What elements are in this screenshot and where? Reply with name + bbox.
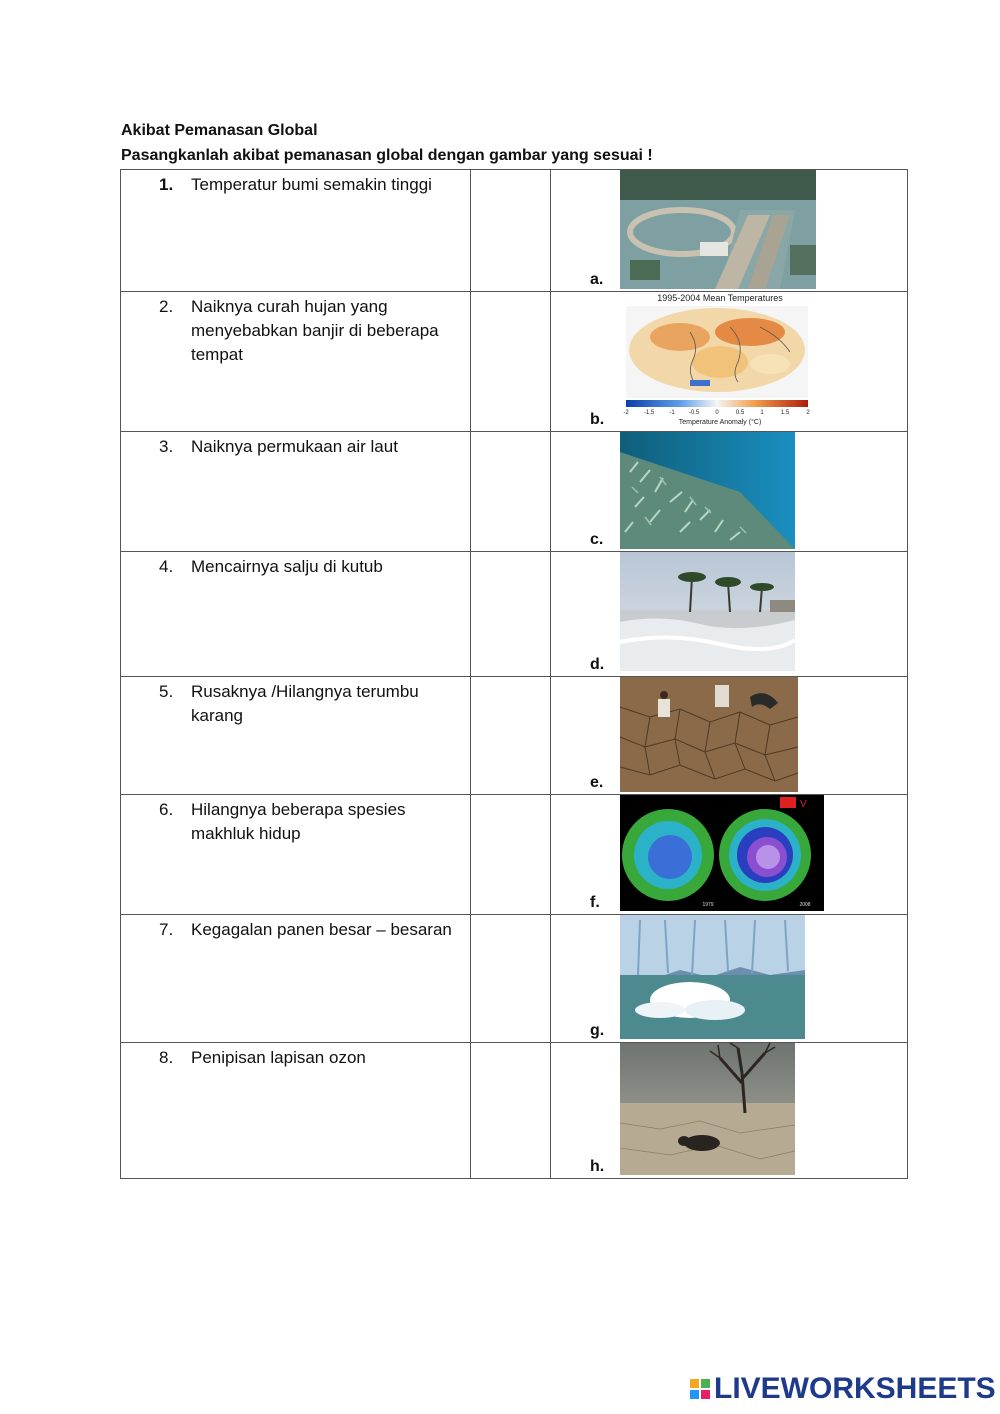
liveworksheets-logo	[690, 1372, 996, 1406]
svg-text:-2: -2	[623, 410, 629, 416]
image-cell	[551, 1043, 908, 1179]
statement-cell	[121, 432, 471, 552]
table-row	[121, 432, 908, 552]
instruction-text: Pasangkanlah akibat pemanasan global dengan gambar yang sesuai !	[121, 147, 653, 164]
svg-text:1.5: 1.5	[780, 410, 790, 416]
matching-table	[120, 169, 908, 1179]
option-letter: d.	[590, 656, 605, 673]
image-cell	[551, 552, 908, 677]
item-number: 5.	[159, 682, 174, 701]
table-row	[121, 795, 908, 915]
item-number: 4.	[159, 557, 174, 576]
answer-box[interactable]	[471, 1043, 551, 1179]
image-cell	[551, 292, 908, 432]
svg-text:-0.5: -0.5	[688, 410, 700, 416]
answer-box[interactable]	[471, 552, 551, 677]
item-statement: Temperatur bumi semakin tinggi	[191, 175, 432, 194]
option-letter: g.	[590, 1022, 605, 1039]
statement-cell	[121, 915, 471, 1043]
svg-text:1: 1	[760, 410, 764, 416]
map-axis-label: Temperature Anomaly (°C)	[678, 419, 762, 426]
item-number: 2.	[159, 297, 174, 316]
image-cell	[551, 915, 908, 1043]
table-row	[121, 915, 908, 1043]
statement-cell	[121, 552, 471, 677]
answer-box[interactable]	[471, 915, 551, 1043]
statement-cell	[121, 795, 471, 915]
map-title: 1995-2004 Mean Temperatures	[657, 293, 783, 303]
table-row	[121, 170, 908, 292]
image-cell	[551, 795, 908, 915]
table-row	[121, 1043, 908, 1179]
option-letter: b.	[590, 411, 605, 428]
page-title: Akibat Pemanasan Global	[121, 122, 318, 139]
svg-text:-1.5: -1.5	[643, 410, 655, 416]
svg-text:0.5: 0.5	[735, 410, 745, 416]
item-number: 6.	[159, 800, 174, 819]
dead-tree-desert-image	[620, 1043, 795, 1175]
palm-beach-storm-image	[620, 552, 795, 671]
item-statement: Kegagalan panen besar – besaran	[191, 920, 452, 939]
option-letter: c.	[590, 531, 604, 548]
image-cell	[551, 432, 908, 552]
item-statement: Rusaknya /Hilangnya terumbu karang	[191, 682, 419, 725]
answer-box[interactable]	[471, 292, 551, 432]
coral-reef-image	[620, 432, 795, 549]
option-letter: e.	[590, 774, 604, 791]
option-letter: h.	[590, 1158, 605, 1175]
option-letter: a.	[590, 271, 604, 288]
glacier-calving-image	[620, 915, 805, 1039]
svg-text:2: 2	[806, 410, 810, 416]
liveworksheets-logo-icon	[690, 1379, 710, 1399]
flooded-highway-image	[620, 170, 816, 289]
answer-box[interactable]	[471, 795, 551, 915]
table-row	[121, 552, 908, 677]
svg-text:V: V	[800, 799, 807, 810]
item-statement: Hilangnya beberapa spesies makhluk hidup	[191, 800, 406, 843]
item-number: 7.	[159, 920, 174, 939]
answer-box[interactable]	[471, 432, 551, 552]
table-row	[121, 292, 908, 432]
item-number: 8.	[159, 1048, 174, 1067]
image-cell	[551, 677, 908, 795]
item-statement: Naiknya curah hujan yang menyebabkan banjir di beberapa tempat	[191, 297, 439, 364]
temperature-anomaly-map	[620, 292, 820, 428]
drought-farmers-image	[620, 677, 798, 792]
item-statement: Penipisan lapisan ozon	[191, 1048, 366, 1067]
ozone-year-left: 1979	[702, 902, 714, 908]
svg-text:0: 0	[715, 410, 719, 416]
table-row	[121, 677, 908, 795]
statement-cell	[121, 1043, 471, 1179]
answer-box[interactable]	[471, 170, 551, 292]
answer-box[interactable]	[471, 677, 551, 795]
item-statement: Mencairnya salju di kutub	[191, 557, 383, 576]
ozone-year-right: 2008	[799, 902, 811, 908]
ozone-hole-image	[620, 795, 824, 911]
statement-cell	[121, 292, 471, 432]
statement-cell	[121, 170, 471, 292]
image-cell	[551, 170, 908, 292]
brand-name: LIVEWORKSHEETS	[714, 1372, 996, 1405]
item-statement: Naiknya permukaan air laut	[191, 437, 398, 456]
statement-cell	[121, 677, 471, 795]
item-number: 3.	[159, 437, 174, 456]
option-letter: f.	[590, 894, 600, 911]
svg-text:-1: -1	[669, 410, 675, 416]
item-number: 1.	[159, 175, 174, 194]
